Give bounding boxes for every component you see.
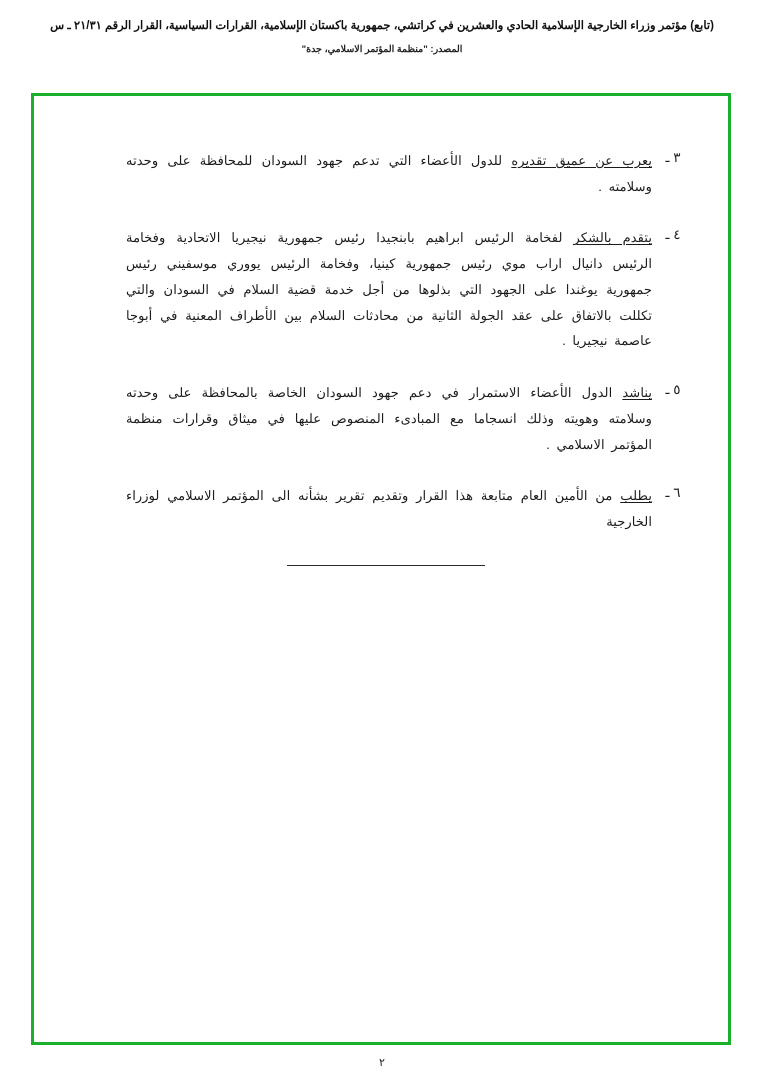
clause-text <box>78 483 652 534</box>
clause-number: ٤ ـ <box>665 227 681 243</box>
page-number: ٢ <box>379 1057 385 1069</box>
clause-body-text: الدول الأعضاء الاستمرار في دعم جهود السودان الخاصة بالمحافظة على وحدته وسلامته وهويته وذلك انسجاما مع المبادىء المنصوص عليها في ميثاق وقرارات منظمة المؤتمر الاسلامي . <box>126 385 652 452</box>
clause-text <box>78 380 652 457</box>
page-header <box>0 18 764 55</box>
clause-lead-phrase: يتقدم بالشكر <box>573 230 653 246</box>
list-item <box>78 483 694 534</box>
clause-text <box>78 148 652 199</box>
clause-body-text: من الأمين العام متابعة هذا القرار وتقديم تقرير بشأنه الى المؤتمر الاسلامي لوزراء الخارجية <box>126 488 652 530</box>
green-border-frame <box>31 93 731 1045</box>
horizontal-divider <box>287 565 485 566</box>
list-item <box>78 380 694 457</box>
clause-lead-phrase: يعرب عن عميق تقديره <box>511 153 652 168</box>
clause-body-text: للدول الأعضاء التي تدعم جهود السودان للمحافظة على وحدته وسلامته . <box>126 153 652 194</box>
clause-number: ٦ ـ <box>665 485 681 501</box>
header-title-line: (تابع) مؤتمر وزراء الخارجية الإسلامية الحادي والعشرين في كراتشي، جمهورية باكستان الإسلامية، القرارات السياسية، القرار الرقم ٢١/٣١ ـ س <box>50 20 714 32</box>
clause-number: ٥ ـ <box>665 382 681 398</box>
list-item <box>78 225 694 354</box>
clause-lead-phrase: يطلب <box>620 488 652 504</box>
header-source-line: المصدر: "منظمة المؤتمر الاسلامي، جدة" <box>301 44 463 56</box>
list-item <box>78 148 694 199</box>
clause-lead-phrase: يناشد <box>622 385 652 401</box>
clause-body-text: لفخامة الرئيس ابراهيم بابنجيدا رئيس جمهورية نيجيريا الاتحادية وفخامة الرئيس دانيال اراب موي رئيس جمهورية كينيا، وفخامة الرئيس يووري موسفيني رئيس جمهورية يوغندا على الجهود التي بذلوها من أجل خدمة قضية السلام في السودان والتي تكللت بالاتفاق على عقد الجولة الثانية من محادثات السلام بين الأطراف المعنية في أبوجا عاصمة نيجيريا . <box>126 230 652 349</box>
clause-number: ٣ ـ <box>665 150 681 165</box>
clause-list <box>78 148 694 566</box>
clause-text <box>78 225 652 354</box>
divider-wrapper <box>78 565 694 566</box>
